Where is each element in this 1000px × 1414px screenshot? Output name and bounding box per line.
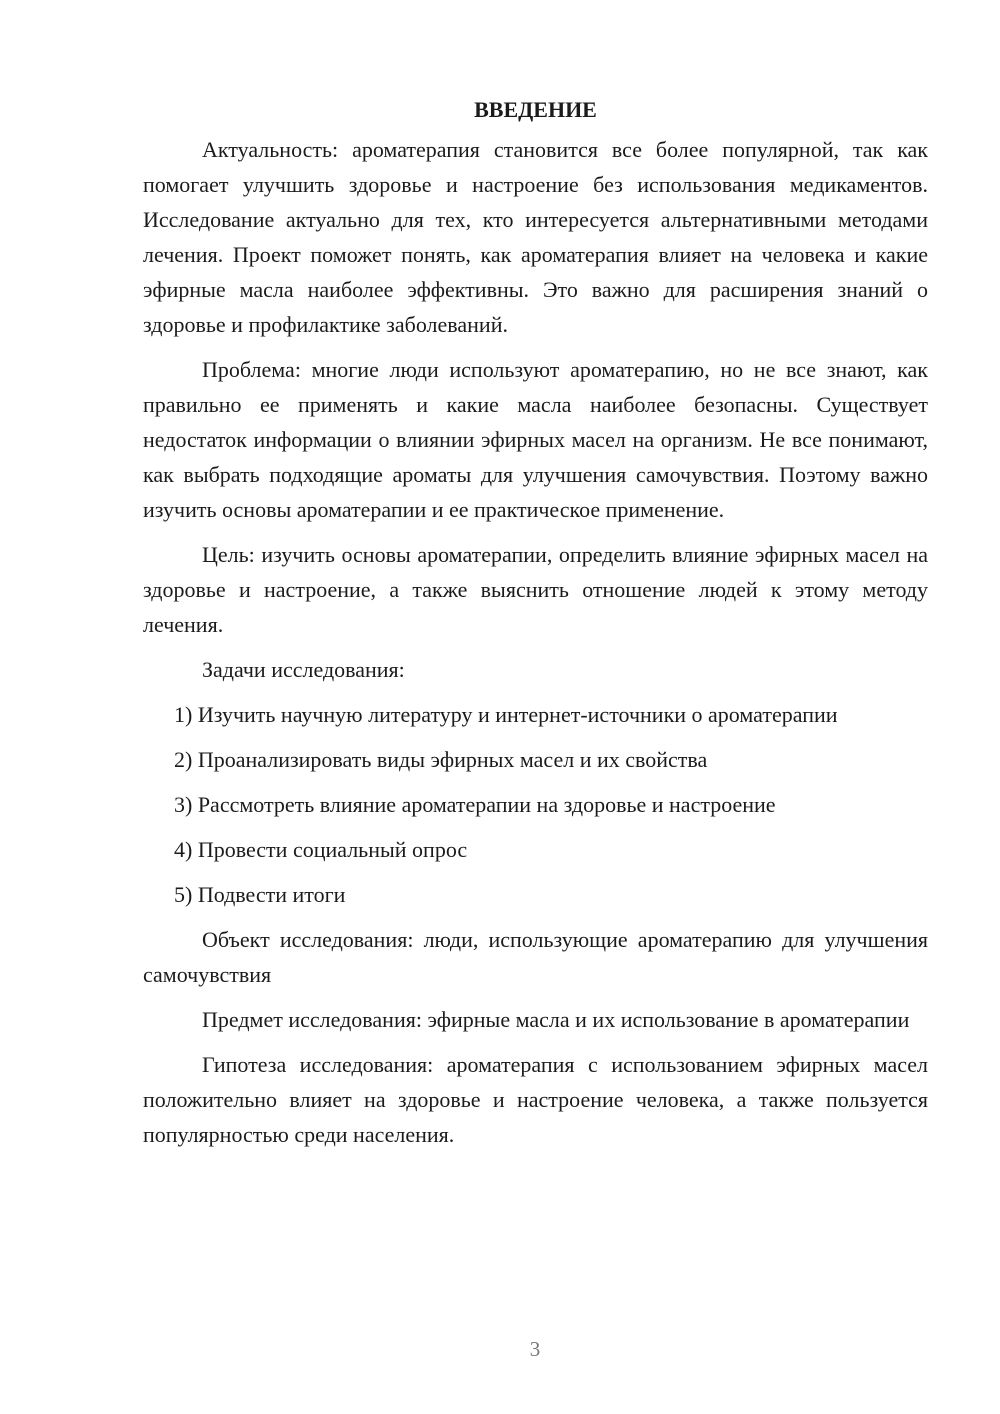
page-number: 3 (529, 1337, 541, 1361)
task-item-1: 1) Изучить научную литературу и интернет-источники о ароматерапии (174, 702, 838, 727)
problem-paragraph: Проблема: многие люди используют ароматерапию, но не все знают, как правильно ее применять и какие масла наиболее безопасны. Существует недостаток информации о влиянии эфирных масел на организм. Не все понимают, как выбрать подходящие ароматы для улучшения самочувствия. Поэтому важно изучить основы ароматерапии и ее практическое применение. (143, 357, 928, 522)
goal-paragraph: Цель: изучить основы ароматерапии, определить влияние эфирных масел на здоровье и настроение, а также выяснить отношение людей к этому методу лечения. (143, 542, 928, 637)
object-paragraph: Объект исследования: люди, использующие ароматерапию для улучшения самочувствия (143, 927, 928, 987)
relevance-paragraph: Актуальность: ароматерапия становится все более популярной, так как помогает улучшить здоровье и настроение без использования медикаментов. Исследование актуально для тех, кто интересуется альтернативными методами лечения. Проект поможет понять, как ароматерапия влияет на человека и какие эфирные масла наиболее эффективны. Это важно для расширения знаний о здоровье и профилактике заболеваний. (143, 137, 928, 337)
hypothesis-paragraph: Гипотеза исследования: ароматерапия с использованием эфирных масел положительно влияет на здоровье и настроение человека, а также пользуется популярностью среди населения. (143, 1052, 928, 1147)
section-title: ВВЕДЕНИЕ (474, 97, 597, 122)
task-item-2: 2) Проанализировать виды эфирных масел и их свойства (174, 747, 708, 772)
tasks-heading: Задачи исследования: (202, 657, 405, 682)
task-item-5: 5) Подвести итоги (174, 882, 346, 907)
subject-paragraph: Предмет исследования: эфирные масла и их использование в ароматерапии (202, 1007, 910, 1032)
task-item-4: 4) Провести социальный опрос (174, 837, 468, 862)
task-item-3: 3) Рассмотреть влияние ароматерапии на здоровье и настроение (174, 792, 776, 817)
page-content (143, 92, 928, 1162)
